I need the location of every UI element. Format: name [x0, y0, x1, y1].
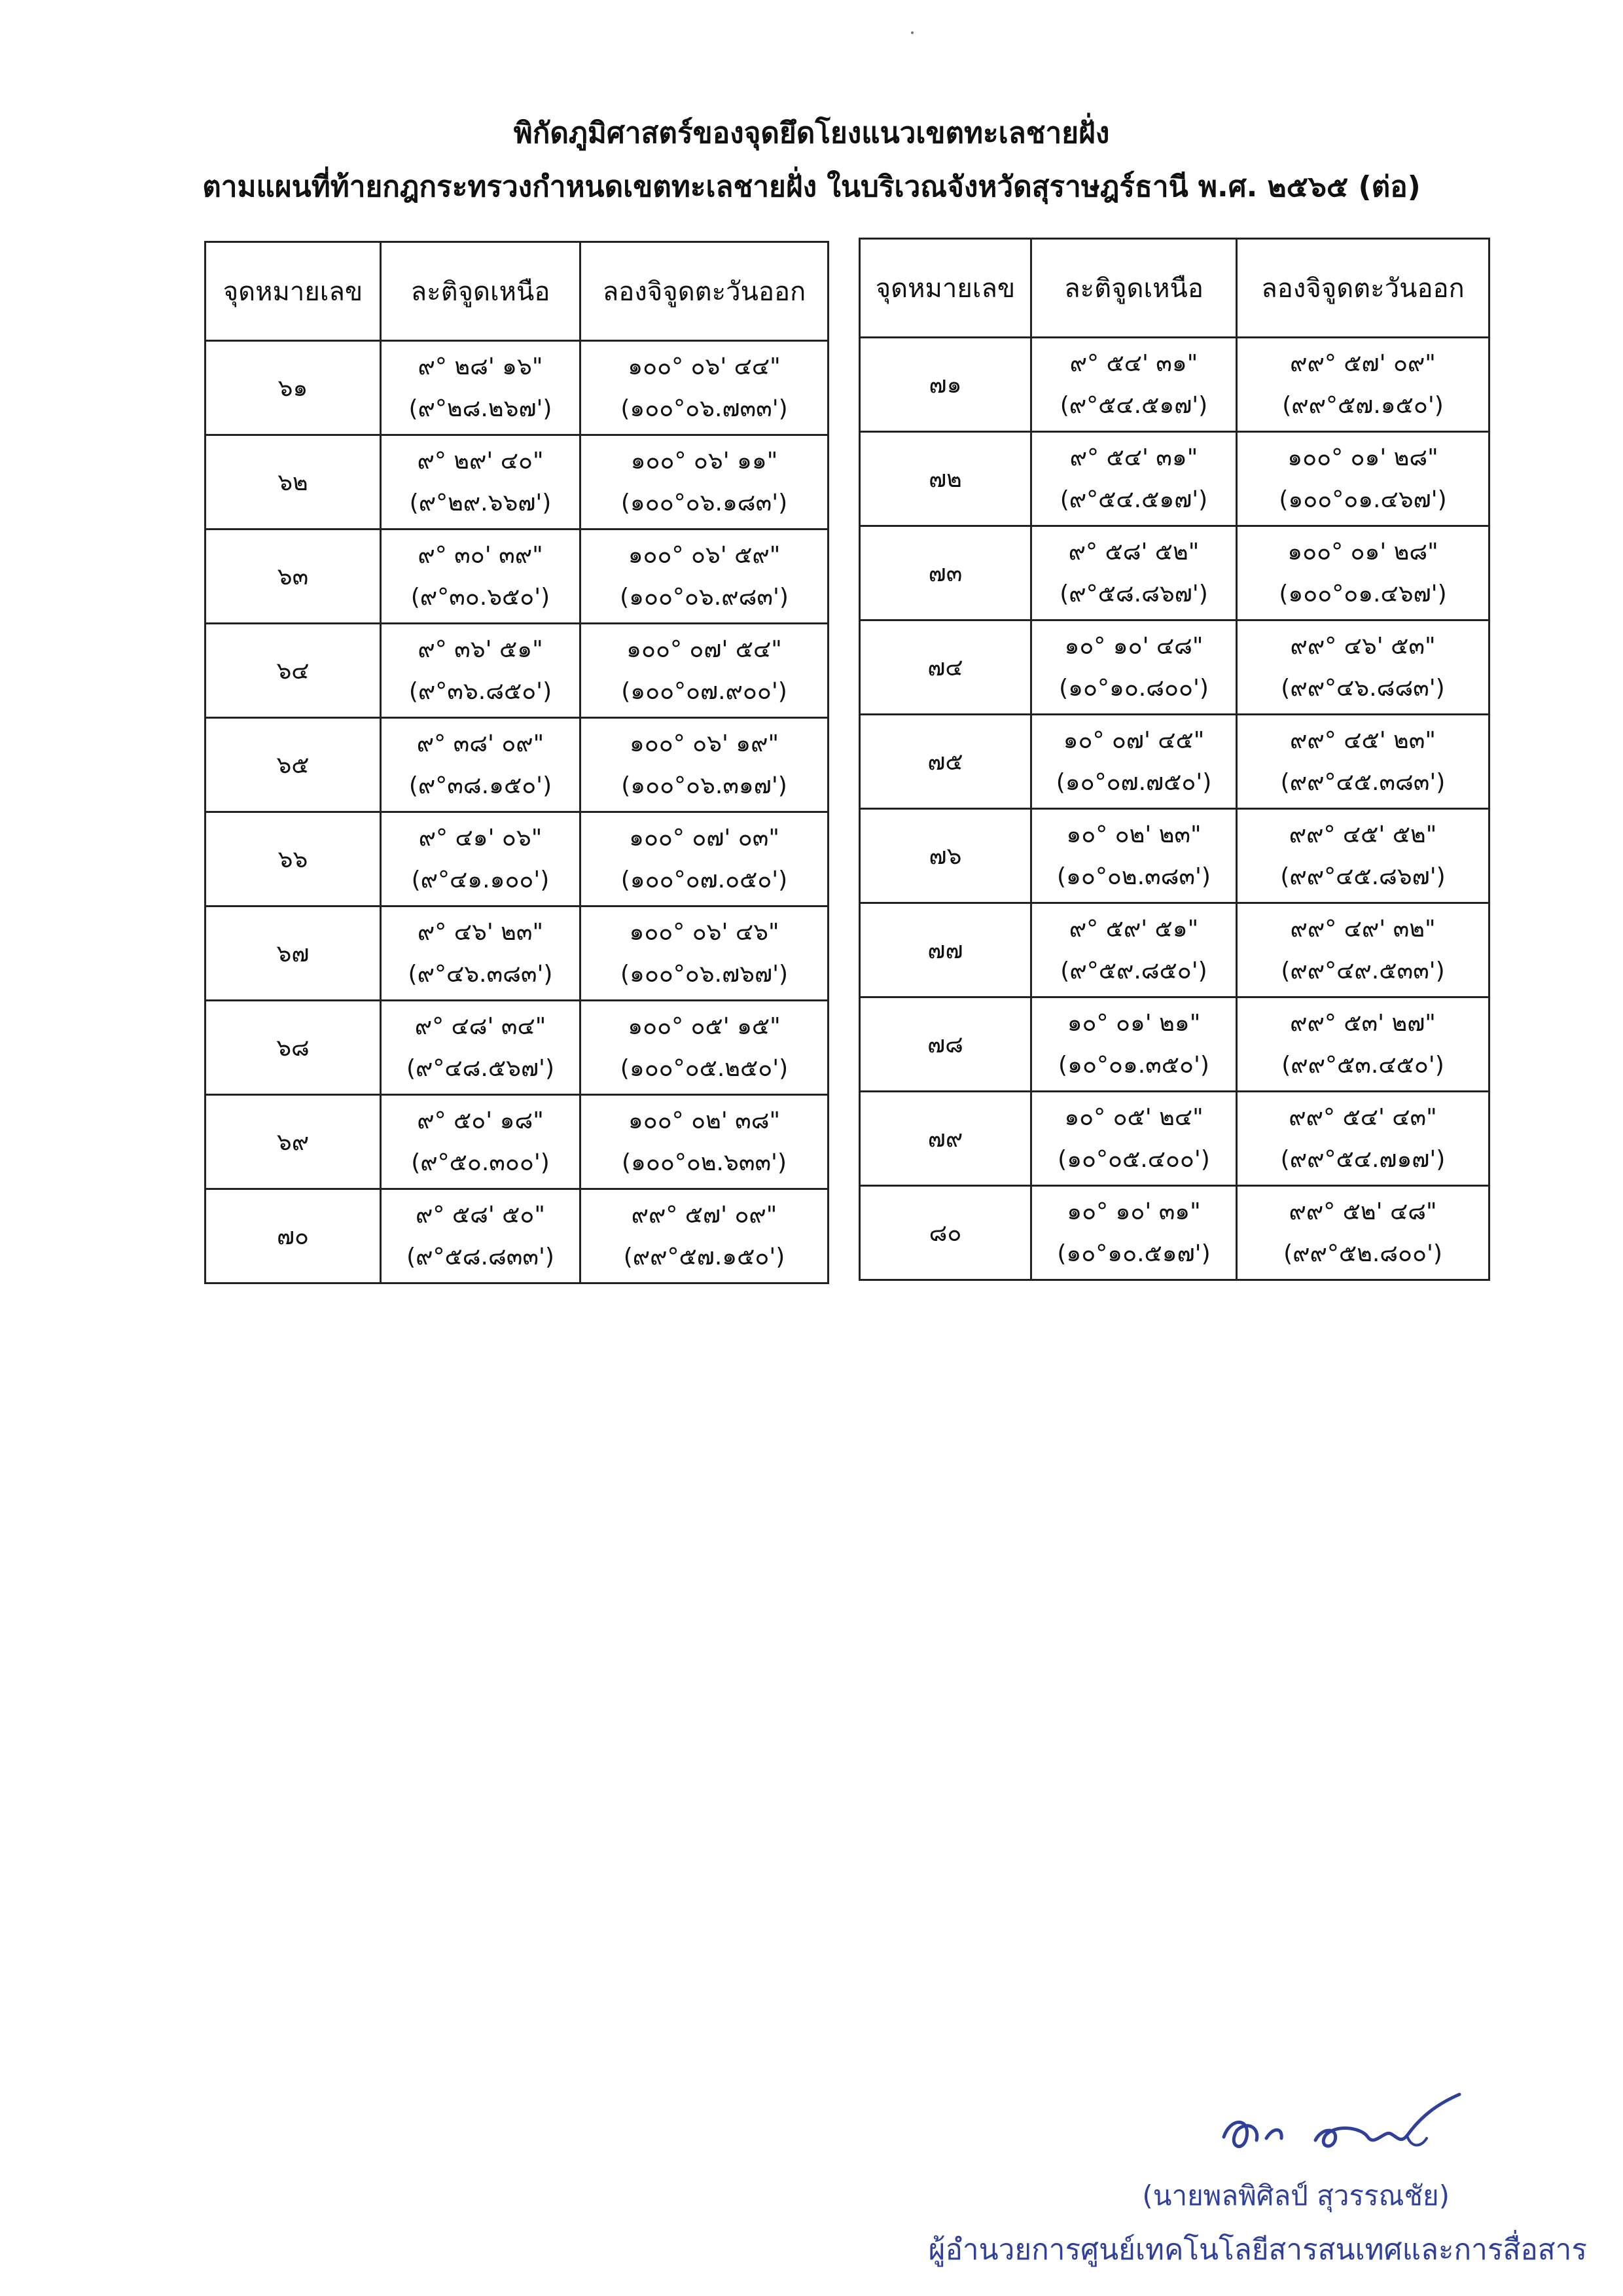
header-latitude: ละติจูดเหนือ	[1031, 239, 1237, 338]
table-row	[860, 620, 1489, 715]
latitude-cell	[1031, 620, 1237, 715]
longitude-decimal-minutes: (๑๐๐°๐๕.๒๕๐')	[620, 1054, 789, 1082]
point-number-cell: ๗๗	[860, 903, 1031, 997]
longitude-cell	[580, 812, 829, 906]
coordinates-table-right	[859, 238, 1490, 1281]
latitude-decimal-minutes: (๙°๔๖.๓๘๓')	[408, 960, 553, 988]
point-number-cell: ๗๕	[860, 715, 1031, 809]
longitude-decimal-minutes: (๑๐๐°๐๗.๐๕๐')	[620, 866, 788, 893]
coordinates-table-left	[204, 241, 829, 1284]
longitude-cell	[1237, 997, 1489, 1092]
point-number-cell: ๗๘	[860, 997, 1031, 1092]
table-row	[205, 906, 829, 1001]
latitude-decimal-minutes: (๙°๕๔.๕๑๗')	[1060, 391, 1208, 419]
longitude-dms: ๙๙° ๔๙' ๓๒"	[1290, 915, 1436, 942]
longitude-decimal-minutes: (๑๐๐°๐๖.๑๘๓')	[620, 489, 788, 516]
latitude-decimal-minutes: (๙°๓๘.๑๕๐')	[408, 772, 552, 799]
latitude-cell	[381, 1095, 580, 1189]
latitude-dms: ๑๐° ๑๐' ๓๑"	[1067, 1198, 1201, 1225]
longitude-dms: ๑๐๐° ๐๑' ๒๘"	[1287, 444, 1438, 471]
longitude-cell	[580, 341, 829, 435]
table-header-row	[860, 239, 1489, 338]
point-number-cell: ๗๖	[860, 809, 1031, 903]
table-row	[205, 624, 829, 718]
signatory-name: (นายพลพิศิลป์ สุวรรณชัย)	[1142, 2179, 1450, 2212]
longitude-decimal-minutes: (๑๐๐°๐๖.๗๖๗')	[620, 960, 789, 988]
table-row	[205, 812, 829, 906]
latitude-dms: ๙° ๒๘' ๑๖"	[418, 353, 543, 380]
point-number-cell: ๖๕	[205, 718, 381, 812]
point-number-cell: ๖๗	[205, 906, 381, 1001]
latitude-cell	[381, 624, 580, 718]
document-title-line-2: ตามแผนที่ท้ายกฎกระทรวงกำหนดเขตทะเลชายฝั่ง ในบริเวณจังหวัดสุราษฎร์ธานี พ.ศ. ๒๕๖๕ (ต่อ)	[202, 170, 1421, 204]
longitude-decimal-minutes: (๑๐๐°๐๖.๗๓๓')	[620, 395, 788, 422]
table-row	[205, 529, 829, 624]
longitude-decimal-minutes: (๙๙°๕๗.๑๕๐')	[1282, 391, 1444, 419]
latitude-decimal-minutes: (๑๐°๐๒.๓๘๓')	[1057, 863, 1211, 890]
longitude-dms: ๑๐๐° ๐๑' ๒๘"	[1287, 538, 1438, 565]
scan-speck	[911, 31, 914, 34]
longitude-decimal-minutes: (๙๙°๕๗.๑๕๐')	[623, 1243, 785, 1270]
table-row	[860, 997, 1489, 1092]
longitude-decimal-minutes: (๑๐๐°๐๗.๙๐๐')	[621, 677, 787, 705]
point-number-cell: ๗๓	[860, 526, 1031, 620]
longitude-cell	[580, 529, 829, 624]
longitude-decimal-minutes: (๑๐๐°๐๖.๓๑๗')	[621, 772, 787, 799]
latitude-decimal-minutes: (๑๐°๑๐.๘๐๐')	[1059, 674, 1209, 702]
latitude-cell	[381, 341, 580, 435]
header-point-number: จุดหมายเลข	[205, 242, 381, 341]
longitude-cell	[1237, 338, 1489, 432]
latitude-decimal-minutes: (๑๐°๐๕.๔๐๐')	[1058, 1145, 1210, 1173]
table-row	[205, 1095, 829, 1189]
latitude-dms: ๙° ๕๔' ๓๑"	[1069, 350, 1198, 377]
point-number-cell: ๖๖	[205, 812, 381, 906]
latitude-dms: ๑๐° ๐๕' ๒๔"	[1064, 1103, 1204, 1131]
longitude-cell	[580, 1001, 829, 1095]
longitude-dms: ๙๙° ๔๕' ๕๒"	[1289, 821, 1437, 848]
longitude-dms: ๑๐๐° ๐๖' ๕๙"	[628, 541, 781, 569]
latitude-cell	[1031, 715, 1237, 809]
longitude-decimal-minutes: (๙๙°๕๒.๘๐๐')	[1283, 1240, 1442, 1267]
latitude-cell	[381, 529, 580, 624]
latitude-decimal-minutes: (๙°๓๖.๘๕๐')	[408, 677, 552, 705]
longitude-dms: ๑๐๐° ๐๗' ๕๔"	[626, 636, 782, 663]
latitude-dms: ๙° ๓๐' ๓๙"	[418, 541, 543, 569]
point-number-cell: ๖๙	[205, 1095, 381, 1189]
latitude-cell	[381, 906, 580, 1001]
table-row	[205, 1189, 829, 1283]
longitude-cell	[580, 1189, 829, 1283]
longitude-decimal-minutes: (๑๐๐°๐๒.๖๓๓')	[622, 1149, 787, 1176]
latitude-dms: ๑๐° ๐๗' ๔๕"	[1063, 726, 1205, 754]
table-row	[860, 338, 1489, 432]
point-number-cell: ๗๐	[205, 1189, 381, 1283]
longitude-dms: ๙๙° ๔๕' ๒๓"	[1290, 726, 1436, 754]
latitude-decimal-minutes: (๙°๒๙.๖๖๗')	[409, 489, 552, 516]
table-row	[860, 432, 1489, 526]
latitude-decimal-minutes: (๑๐°๐๗.๗๕๐')	[1056, 768, 1212, 796]
header-latitude: ละติจูดเหนือ	[381, 242, 580, 341]
table-row	[860, 903, 1489, 997]
handwritten-signature	[1211, 2091, 1472, 2163]
longitude-dms: ๙๙° ๕๗' ๐๙"	[1290, 350, 1436, 377]
point-number-cell: ๖๓	[205, 529, 381, 624]
longitude-dms: ๙๙° ๕๓' ๒๗"	[1290, 1009, 1436, 1037]
longitude-decimal-minutes: (๙๙°๔๕.๓๘๓')	[1280, 768, 1446, 796]
latitude-decimal-minutes: (๙°๒๘.๒๖๗')	[408, 395, 552, 422]
latitude-decimal-minutes: (๙°๕๘.๘๓๓')	[406, 1243, 554, 1270]
point-number-cell: ๗๑	[860, 338, 1031, 432]
longitude-cell	[1237, 432, 1489, 526]
longitude-cell	[580, 624, 829, 718]
latitude-decimal-minutes: (๙°๕๐.๓๐๐')	[411, 1149, 550, 1176]
latitude-cell	[1031, 432, 1237, 526]
point-number-cell: ๗๔	[860, 620, 1031, 715]
longitude-cell	[1237, 1092, 1489, 1186]
longitude-decimal-minutes: (๙๙°๔๕.๘๖๗')	[1280, 863, 1446, 890]
latitude-decimal-minutes: (๙°๔๘.๕๖๗')	[406, 1054, 554, 1082]
latitude-cell	[1031, 903, 1237, 997]
longitude-dms: ๑๐๐° ๐๕' ๑๕"	[628, 1013, 781, 1040]
table-row	[860, 526, 1489, 620]
longitude-dms: ๙๙° ๔๖' ๕๓"	[1290, 632, 1436, 660]
latitude-dms: ๙° ๔๘' ๓๔"	[414, 1013, 546, 1040]
longitude-cell	[1237, 715, 1489, 809]
latitude-cell	[1031, 1092, 1237, 1186]
longitude-decimal-minutes: (๙๙°๕๓.๔๕๐')	[1281, 1051, 1444, 1079]
longitude-cell	[1237, 809, 1489, 903]
point-number-cell: ๗๒	[860, 432, 1031, 526]
longitude-dms: ๑๐๐° ๐๖' ๔๖"	[629, 918, 779, 946]
longitude-decimal-minutes: (๑๐๐°๐๖.๙๘๓')	[620, 583, 789, 611]
longitude-decimal-minutes: (๙๙°๔๙.๕๓๓')	[1281, 957, 1445, 984]
header-point-number: จุดหมายเลข	[860, 239, 1031, 338]
table-row	[860, 1092, 1489, 1186]
longitude-decimal-minutes: (๙๙°๕๔.๗๑๗')	[1280, 1145, 1446, 1173]
latitude-cell	[1031, 526, 1237, 620]
latitude-cell	[381, 1001, 580, 1095]
table-row	[860, 809, 1489, 903]
latitude-dms: ๙° ๕๙' ๕๑"	[1069, 915, 1199, 942]
point-number-cell: ๖๔	[205, 624, 381, 718]
header-longitude: ลองจิจูดตะวันออก	[580, 242, 829, 341]
latitude-dms: ๙° ๓๖' ๕๑"	[418, 636, 543, 663]
longitude-decimal-minutes: (๙๙°๔๖.๘๘๓')	[1281, 674, 1445, 702]
table-row	[205, 435, 829, 529]
latitude-cell	[1031, 997, 1237, 1092]
longitude-cell	[1237, 526, 1489, 620]
longitude-cell	[580, 1095, 829, 1189]
latitude-dms: ๙° ๕๘' ๕๐"	[416, 1201, 545, 1229]
latitude-decimal-minutes: (๙°๕๘.๘๖๗')	[1060, 580, 1208, 607]
latitude-decimal-minutes: (๙°๓๐.๖๕๐')	[410, 583, 550, 611]
latitude-dms: ๙° ๕๔' ๓๑"	[1069, 444, 1198, 471]
point-number-cell: ๗๙	[860, 1092, 1031, 1186]
longitude-dms: ๑๐๐° ๐๖' ๔๔"	[628, 353, 781, 380]
latitude-dms: ๙° ๕๐' ๑๘"	[417, 1107, 544, 1134]
latitude-cell	[381, 1189, 580, 1283]
longitude-dms: ๙๙° ๕๔' ๔๓"	[1289, 1103, 1437, 1131]
longitude-dms: ๙๙° ๕๗' ๐๙"	[631, 1201, 777, 1229]
point-number-cell: ๖๘	[205, 1001, 381, 1095]
latitude-cell	[381, 718, 580, 812]
latitude-decimal-minutes: (๙°๔๑.๑๐๐')	[411, 866, 550, 893]
point-number-cell: ๘๐	[860, 1186, 1031, 1280]
latitude-dms: ๑๐° ๐๑' ๒๑"	[1067, 1009, 1201, 1037]
latitude-decimal-minutes: (๑๐°๑๐.๕๑๗')	[1057, 1240, 1211, 1267]
latitude-dms: ๙° ๔๖' ๒๓"	[417, 918, 544, 946]
table-header-row	[205, 242, 829, 341]
latitude-dms: ๑๐° ๐๒' ๒๓"	[1066, 821, 1202, 848]
longitude-decimal-minutes: (๑๐๐°๐๑.๔๖๗')	[1279, 580, 1447, 607]
latitude-cell	[1031, 809, 1237, 903]
point-number-cell: ๖๑	[205, 341, 381, 435]
signatory-position: ผู้อำนวยการศูนย์เทคโนโลยีสารสนเทศและการสื่อสาร	[928, 2233, 1587, 2267]
latitude-cell	[1031, 1186, 1237, 1280]
longitude-cell	[580, 718, 829, 812]
table-row	[205, 718, 829, 812]
longitude-cell	[580, 435, 829, 529]
latitude-cell	[1031, 338, 1237, 432]
table-row	[860, 715, 1489, 809]
latitude-dms: ๑๐° ๑๐' ๔๘"	[1064, 632, 1204, 660]
table-row	[860, 1186, 1489, 1280]
latitude-dms: ๙° ๔๑' ๐๖"	[418, 824, 543, 852]
header-longitude: ลองจิจูดตะวันออก	[1237, 239, 1489, 338]
longitude-decimal-minutes: (๑๐๐°๐๑.๔๖๗')	[1279, 486, 1447, 513]
latitude-cell	[381, 812, 580, 906]
longitude-dms: ๑๐๐° ๐๖' ๑๙"	[629, 730, 779, 757]
longitude-cell	[1237, 620, 1489, 715]
longitude-dms: ๑๐๐° ๐๗' ๐๓"	[629, 824, 779, 852]
longitude-dms: ๙๙° ๕๒' ๔๘"	[1289, 1198, 1437, 1225]
latitude-dms: ๙° ๒๙' ๔๐"	[417, 447, 544, 475]
latitude-cell	[381, 435, 580, 529]
document-title-line-1: พิกัดภูมิศาสตร์ของจุดยึดโยงแนวเขตทะเลชายฝั่ง	[513, 117, 1110, 150]
table-row	[205, 341, 829, 435]
longitude-cell	[1237, 1186, 1489, 1280]
table-row	[205, 1001, 829, 1095]
latitude-dms: ๙° ๓๘' ๐๙"	[416, 730, 544, 757]
longitude-cell	[580, 906, 829, 1001]
longitude-dms: ๑๐๐° ๐๖' ๑๑"	[630, 447, 778, 475]
latitude-decimal-minutes: (๙°๕๙.๘๕๐')	[1060, 957, 1207, 984]
longitude-cell	[1237, 903, 1489, 997]
point-number-cell: ๖๒	[205, 435, 381, 529]
latitude-dms: ๙° ๕๘' ๕๒"	[1068, 538, 1200, 565]
latitude-decimal-minutes: (๙°๕๔.๕๑๗')	[1060, 486, 1208, 513]
longitude-dms: ๑๐๐° ๐๒' ๓๘"	[628, 1107, 781, 1134]
latitude-decimal-minutes: (๑๐°๐๑.๓๕๐')	[1058, 1051, 1209, 1079]
